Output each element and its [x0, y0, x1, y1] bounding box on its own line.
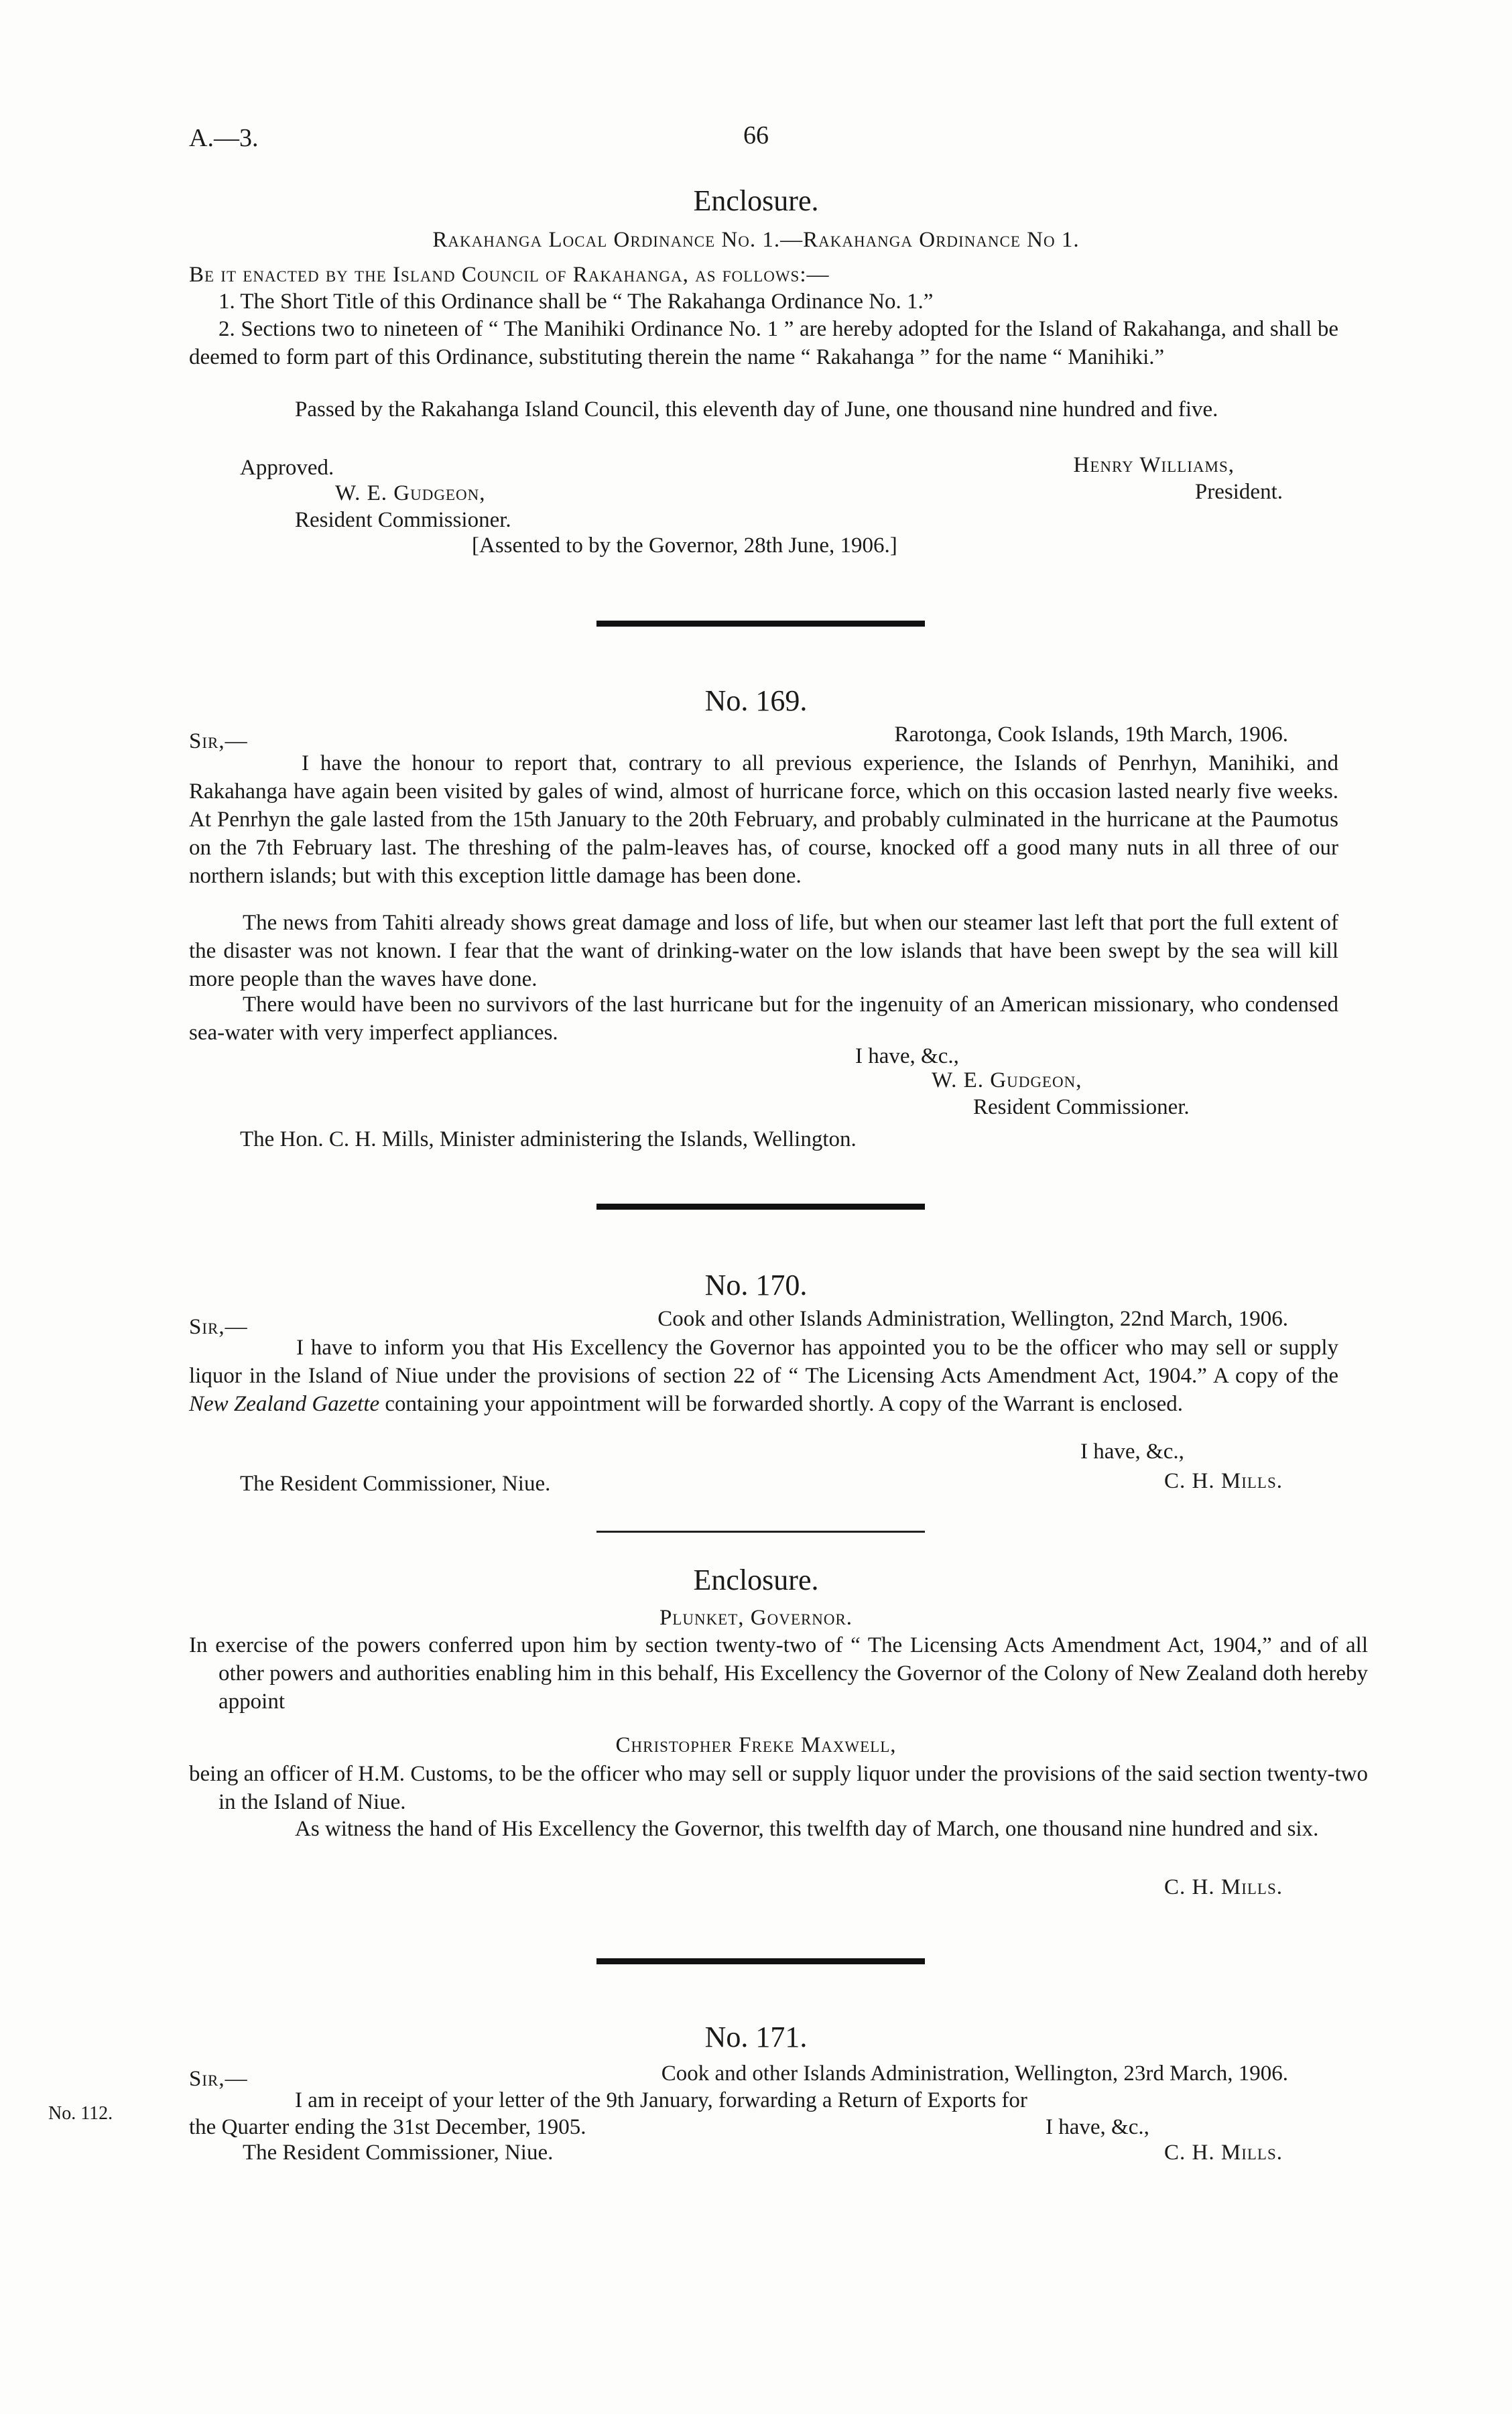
enclosure-heading-2: Enclosure.: [693, 1564, 819, 1596]
letter-number-171: No. 171.: [704, 2021, 808, 2053]
signer-williams-title: President.: [1194, 480, 1283, 504]
closing-170: I have, &c.,: [1080, 1440, 1184, 1464]
salutation-169: Sir,—: [189, 729, 248, 753]
salutation-171: Sir,—: [189, 2067, 248, 2091]
addressee-171: The Resident Commissioner, Niue.: [243, 2141, 554, 2165]
signer-169: W. E. Gudgeon,: [932, 1068, 1082, 1092]
letter-number-170: No. 170.: [704, 1269, 808, 1301]
salutation-170: Sir,—: [189, 1315, 248, 1339]
dateline-169: Rarotonga, Cook Islands, 19th March, 1906.: [894, 722, 1288, 747]
signer-title-169: Resident Commissioner.: [973, 1095, 1190, 1119]
warrant-paragraph-2: being an officer of H.M. Customs, to be the officer who may sell or supply liquor under the provisions of the said section twenty-two in the Island of Niue.: [189, 1762, 1368, 1814]
signer-171: C. H. Mills.: [1164, 2141, 1283, 2165]
paragraph-169-1: I have the honour to report that, contrary to all previous experience, the Islands of Penrhyn, Manihiki, and Rakahanga have again been visited by gales of wind, almost of hurricane force, which on this occasion lasted nearly five weeks. At Penrhyn the gale lasted from the 15th January to the 20th February, and probably culminated in the hurricane at the Paumotus on the 7th February last. The threshing of the palm-leaves has, of course, knocked off a good many nuts in all three of our northern islands; but with this exception little damage has been done.: [189, 751, 1338, 888]
signer-170: C. H. Mills.: [1164, 1469, 1283, 1493]
clause-2: 2. Sections two to nineteen of “ The Manihiki Ordinance No. 1 ” are hereby adopted for the Island of Rakahanga, and shall be deemed to form part of this Ordinance, substituting therein the name “ Rakahanga ” for the name “ Manihiki.”: [189, 317, 1338, 369]
appointee-name: Christopher Freke Maxwell,: [615, 1733, 897, 1757]
witness-statement: As witness the hand of His Excellency the Governor, this twelfth day of March, one thousand nine hundred and six.: [295, 1817, 1319, 1841]
paragraph-171-line-1: I am in receipt of your letter of the 9th January, forwarding a Return of Exports for: [295, 2088, 1027, 2112]
signer-williams: Henry Williams,: [1073, 453, 1235, 477]
margin-reference: No. 112.: [48, 2103, 113, 2124]
paragraph-171-line-2: the Quarter ending the 31st December, 1905.: [189, 2115, 586, 2139]
section-divider: [596, 621, 925, 627]
document-reference: A.—3.: [189, 124, 259, 152]
gazette-title: New Zealand Gazette: [189, 1392, 380, 1416]
signer-enclosure-2: C. H. Mills.: [1164, 1875, 1283, 1899]
enactment-intro: Be it enacted by the Island Council of Rakahanga, as follows:—: [189, 263, 830, 287]
governor-name: Plunket, Governor.: [659, 1606, 853, 1630]
assent-note: [Assented to by the Governor, 28th June, 1906.]: [472, 533, 897, 558]
approved-label: Approved.: [240, 456, 334, 480]
passed-statement: Passed by the Rakahanga Island Council, this eleventh day of June, one thousand nine hundred and five.: [295, 397, 1218, 422]
dateline-171: Cook and other Islands Administration, Wellington, 23rd March, 1906.: [661, 2061, 1288, 2086]
paragraph-169-2: The news from Tahiti already shows great damage and loss of life, but when our steamer last left that port the full extent of the disaster was not known. I fear that the want of drinking-water on the low islands that have been swept by the sea will kill more people than the waves have done.: [189, 911, 1338, 991]
section-divider: [596, 1204, 925, 1210]
warrant-paragraph-1: In exercise of the powers conferred upon him by section twenty-two of “ The Licensing Acts Amendment Act, 1904,” and of all other powers and authorities enabling him in this behalf, His Excellency the Governor of the Colony of New Zealand doth hereby appoint: [189, 1633, 1368, 1714]
clause-1: 1. The Short Title of this Ordinance shall be “ The Rakahanga Ordinance No. 1.”: [218, 290, 934, 314]
enclosure-heading: Enclosure.: [693, 184, 819, 217]
signer-gudgeon-title: Resident Commissioner.: [295, 508, 511, 532]
page-number: 66: [743, 121, 769, 149]
paragraph-169-3: There would have been no survivors of the last hurricane but for the ingenuity of an American missionary, who condensed sea-water with very imperfect appliances.: [189, 993, 1338, 1045]
addressee-170: The Resident Commissioner, Niue.: [240, 1472, 551, 1496]
section-divider: [596, 1958, 925, 1964]
paragraph-170: I have to inform you that His Excellency the Governor has appointed you to be the officer who may sell or supply liquor in the Island of Niue under the provisions of section 22 of “ The Licensing Acts Amendment Act, 1904.” A copy of the New Zealand Gazette containing your appointment will be forwarded shortly. A copy of the Warrant is enclosed.: [189, 1336, 1338, 1416]
letter-number-169: No. 169.: [704, 684, 808, 717]
closing-169: I have, &c.,: [855, 1044, 959, 1068]
closing-171: I have, &c.,: [1046, 2115, 1149, 2139]
section-divider: [596, 1531, 925, 1533]
signer-gudgeon: W. E. Gudgeon,: [335, 481, 486, 505]
dateline-170: Cook and other Islands Administration, Wellington, 22nd March, 1906.: [657, 1307, 1288, 1331]
addressee-169: The Hon. C. H. Mills, Minister administering the Islands, Wellington.: [240, 1127, 857, 1151]
ordinance-subheading: Rakahanga Local Ordinance No. 1.—Rakahanga Ordinance No 1.: [432, 228, 1080, 252]
